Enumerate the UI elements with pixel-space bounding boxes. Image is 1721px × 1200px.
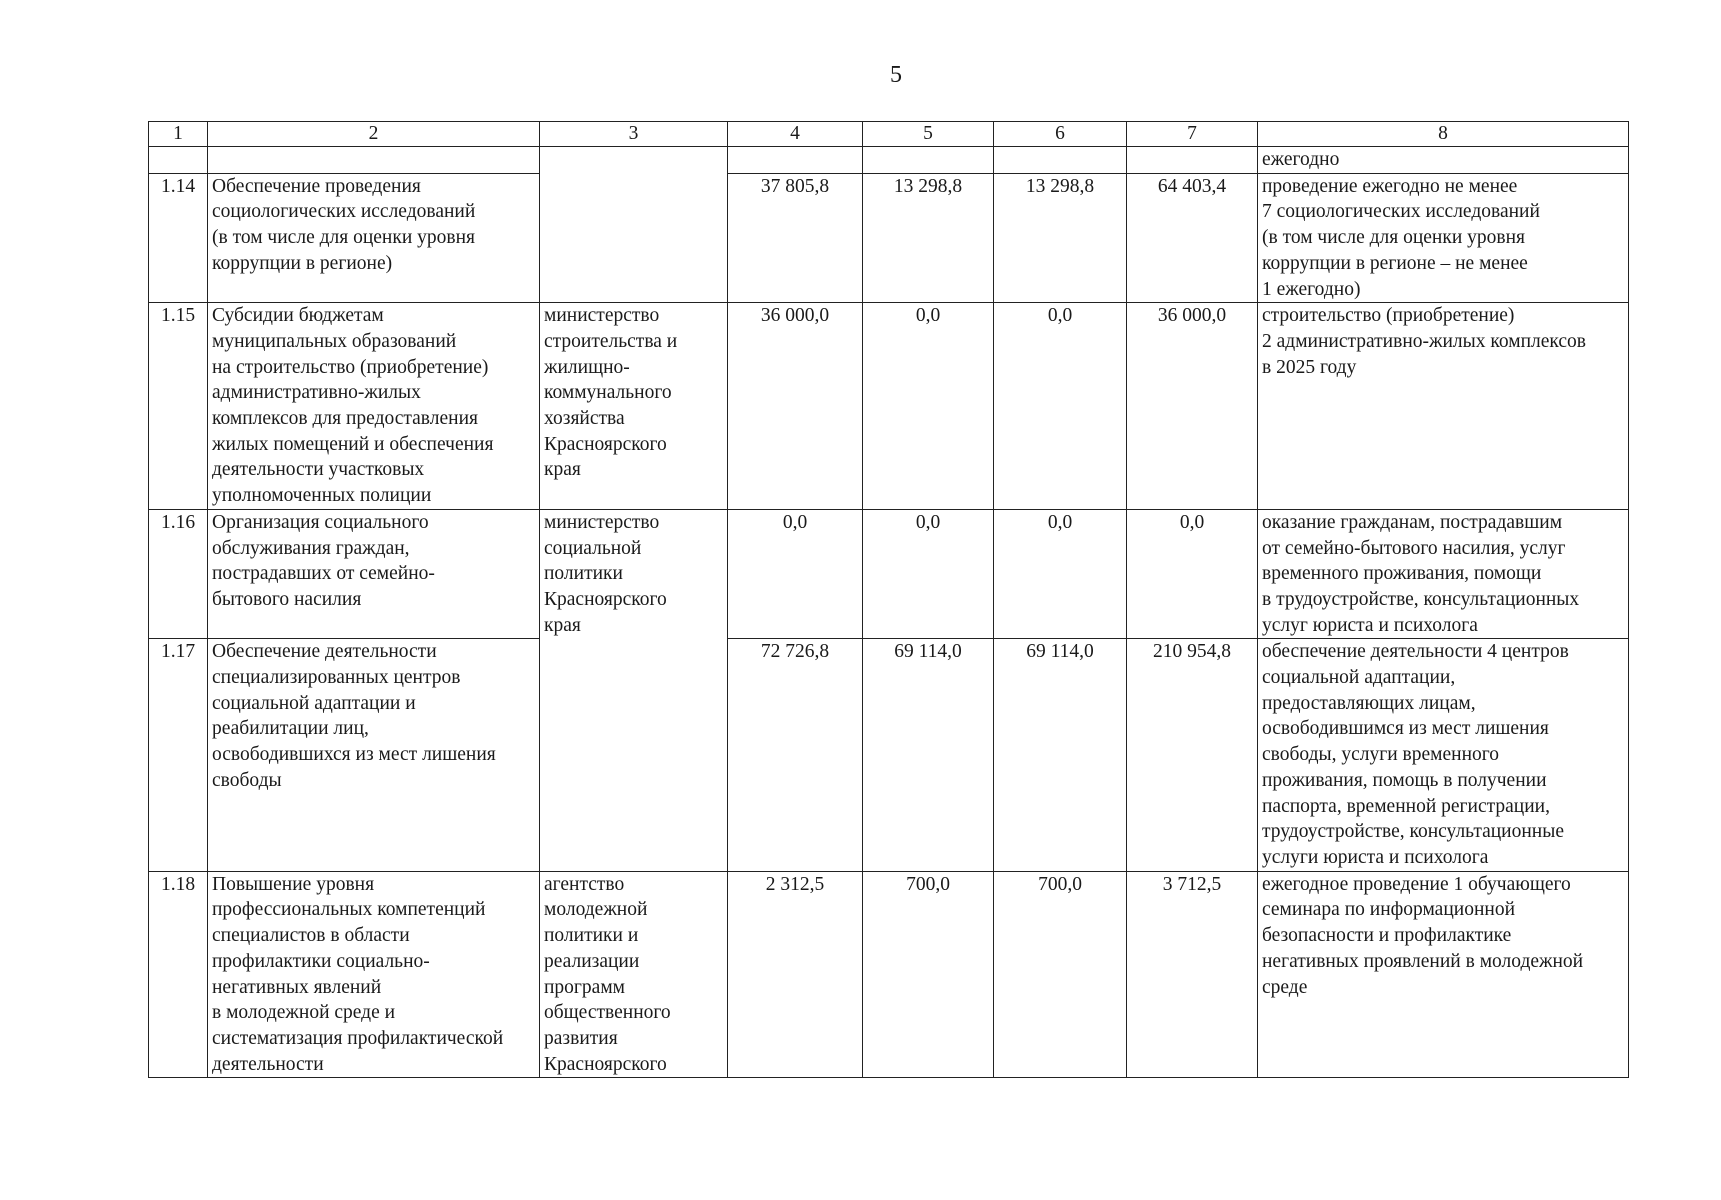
header-col-4: 4 (728, 122, 863, 147)
table-row (149, 303, 1629, 510)
row-number: 1.14 (149, 173, 208, 303)
table-row (149, 871, 1629, 1078)
measure-name: Обеспечение проведения социологических исследований (в том числе для оценки уровня коррупции в регионе) (208, 173, 540, 303)
measures-table (148, 121, 1629, 1078)
measure-name: Организация социального обслуживания граждан, пострадавших от семейно- бытового насилия (208, 509, 540, 639)
amount-col-6: 69 114,0 (994, 639, 1127, 871)
amount-col-4: 36 000,0 (728, 303, 863, 510)
table-header (149, 122, 1629, 147)
header-col-2: 2 (208, 122, 540, 147)
header-col-5: 5 (863, 122, 994, 147)
row-number: 1.17 (149, 639, 208, 871)
continuation-result: ежегодно (1258, 147, 1629, 174)
table-row (149, 639, 1629, 871)
amount-col-5: 13 298,8 (863, 173, 994, 303)
expected-result: проведение ежегодно не менее 7 социологических исследований (в том числе для оценки уровня коррупции в регионе – не менее 1 ежегодно) (1258, 173, 1629, 303)
executor-cell: агентство молодежной политики и реализации программ общественного развития Красноярского (540, 871, 728, 1078)
header-col-8: 8 (1258, 122, 1629, 147)
header-col-3: 3 (540, 122, 728, 147)
executor-cell (540, 147, 728, 303)
expected-result: оказание гражданам, пострадавшим от семейно-бытового насилия, услуг временного проживания, помощи в трудоустройстве, консультационных услуг юриста и психолога (1258, 509, 1629, 639)
amount-col-4: 72 726,8 (728, 639, 863, 871)
executor-cell: министерство строительства и жилищно- коммунального хозяйства Красноярского края (540, 303, 728, 510)
page-number: 5 (890, 62, 902, 88)
amount-col-4: 0,0 (728, 509, 863, 639)
amount-col-5: 0,0 (863, 509, 994, 639)
amount-col-5: 0,0 (863, 303, 994, 510)
expected-result: строительство (приобретение) 2 административно-жилых комплексов в 2025 году (1258, 303, 1629, 510)
measure-name: Субсидии бюджетам муниципальных образований на строительство (приобретение) административно-жилых комплексов для предоставления жилых помещений и обеспечения деятельности участковых уполномоченных полиции (208, 303, 540, 510)
expected-result: ежегодное проведение 1 обучающего семинара по информационной безопасности и профилактике негативных проявлений в молодежной среде (1258, 871, 1629, 1078)
executor-cell: министерство социальной политики Красноярского края (540, 509, 728, 871)
amount-col-7: 210 954,8 (1127, 639, 1258, 871)
amount-col-4: 2 312,5 (728, 871, 863, 1078)
amount-col-7: 64 403,4 (1127, 173, 1258, 303)
amount-col-6: 13 298,8 (994, 173, 1127, 303)
row-number: 1.15 (149, 303, 208, 510)
amount-col-6: 0,0 (994, 303, 1127, 510)
row-number: 1.18 (149, 871, 208, 1078)
amount-col-7: 0,0 (1127, 509, 1258, 639)
row-number: 1.16 (149, 509, 208, 639)
amount-col-5: 69 114,0 (863, 639, 994, 871)
table-row (149, 509, 1629, 639)
table-row (149, 173, 1629, 303)
measure-name: Обеспечение деятельности специализированных центров социальной адаптации и реабилитации лиц, освободившихся из мест лишения свободы (208, 639, 540, 871)
measure-name: Повышение уровня профессиональных компетенций специалистов в области профилактики социально- негативных явлений в молодежной среде и систематизация профилактической деятельности (208, 871, 540, 1078)
amount-col-6: 0,0 (994, 509, 1127, 639)
amount-col-7: 36 000,0 (1127, 303, 1258, 510)
amount-col-7: 3 712,5 (1127, 871, 1258, 1078)
header-col-7: 7 (1127, 122, 1258, 147)
expected-result: обеспечение деятельности 4 центров социальной адаптации, предоставляющих лицам, освободившимся из мест лишения свободы, услуги временного проживания, помощь в получении паспорта, временной регистрации, трудоустройстве, консультационные услуги юриста и психолога (1258, 639, 1629, 871)
amount-col-6: 700,0 (994, 871, 1127, 1078)
continuation-row (149, 147, 1629, 174)
header-col-1: 1 (149, 122, 208, 147)
header-col-6: 6 (994, 122, 1127, 147)
amount-col-4: 37 805,8 (728, 173, 863, 303)
amount-col-5: 700,0 (863, 871, 994, 1078)
